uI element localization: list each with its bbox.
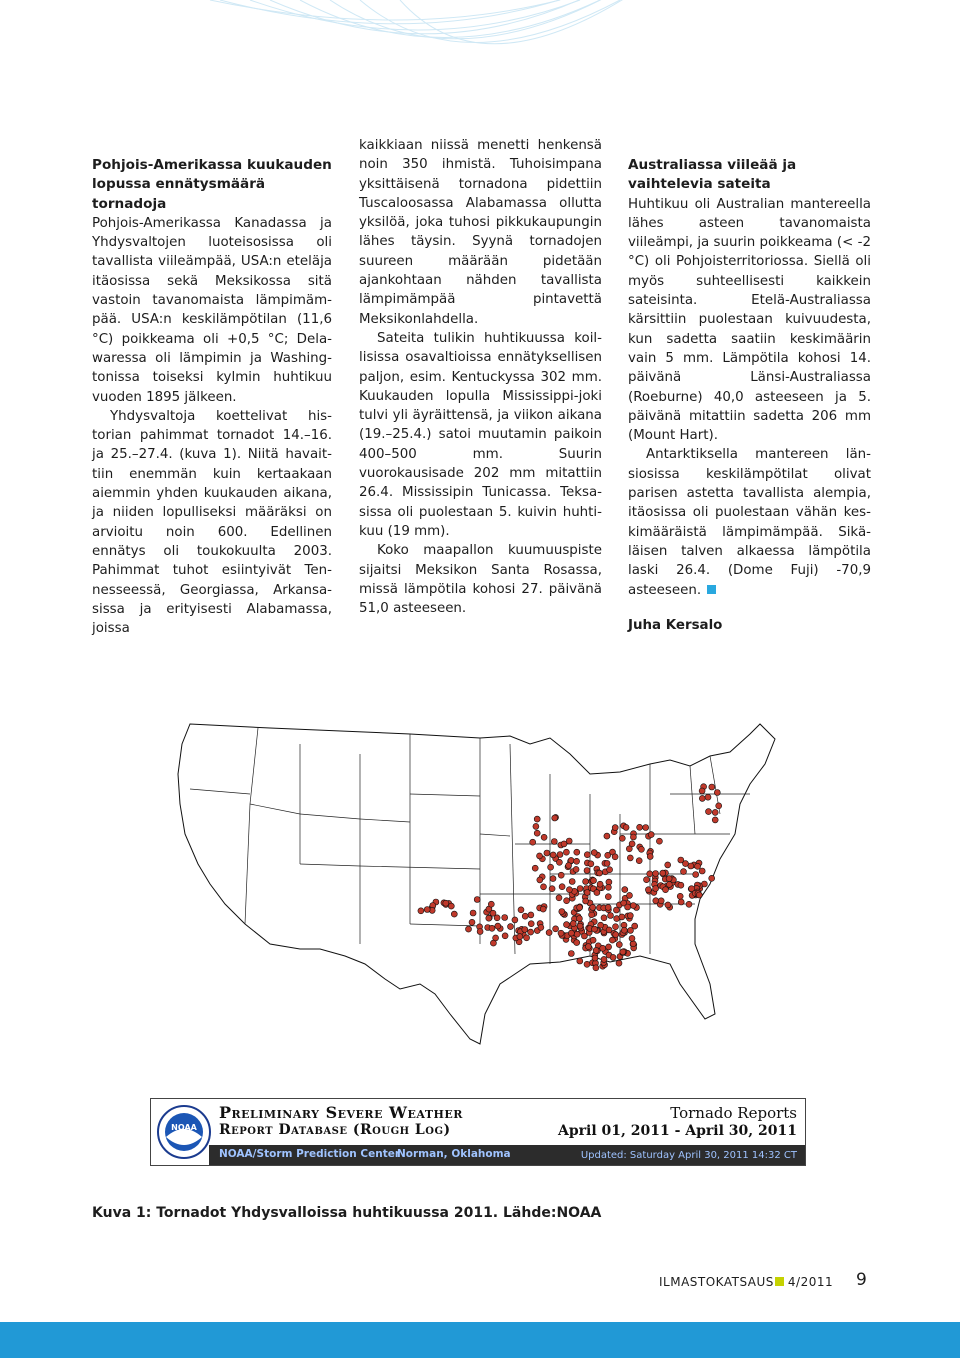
tornado-report-dot (537, 877, 543, 883)
tornado-report-dot (489, 925, 495, 931)
tornado-report-dot (594, 890, 600, 896)
tornado-report-dot (592, 926, 598, 932)
tornado-report-dot (699, 868, 705, 874)
tornado-map-figure (150, 694, 806, 1174)
article-column-1 (92, 156, 332, 638)
tornado-report-dot (630, 834, 636, 840)
tornado-report-dot (549, 886, 555, 892)
tornado-report-dot (488, 901, 494, 907)
tornado-report-dot (647, 854, 653, 860)
tornado-report-dot (613, 924, 619, 930)
tornado-report-dot (534, 830, 540, 836)
tornado-report-dot (612, 825, 618, 831)
tornado-report-dot (584, 961, 590, 967)
tornado-report-dot (550, 876, 556, 882)
paragraph: Yhdysvaltoja koettelivat historian pahimmat tornadot 14.–16. ja 25.–27.4. (kuva 1). Niitä havaittiin enemmän kuin kertaakaan aiemmin yhden kuukauden aikana, ja niiden lopulliseksi määräksi on arvioitu noin 600. Edellinen ennätys oli toukokuulta 2003. Pahimmat tuhot esiintyivät Tennesseessä, Georgiassa, Arkansasissa ja erityisesti Alabamassa, joissa (92, 408, 332, 637)
tornado-report-dot (574, 849, 580, 855)
paragraph (628, 445, 871, 599)
tornado-report-dot (608, 913, 614, 919)
tornado-report-dot (490, 940, 496, 946)
tornado-report-dot (477, 929, 483, 935)
tornado-report-dot (589, 912, 595, 918)
tornado-report-dot (553, 926, 559, 932)
tornado-report-dot (597, 881, 603, 887)
tornado-report-dot (577, 886, 583, 892)
tornado-report-dot (512, 917, 518, 923)
banner-title-2: Report Database (Rough Log) (219, 1122, 451, 1138)
tornado-report-dot (678, 882, 684, 888)
banner-subtitle-norman: Norman, Oklahoma (397, 1148, 511, 1160)
tornado-report-dot (621, 927, 627, 933)
tornado-report-dot (502, 915, 508, 921)
tornado-report-dot (533, 823, 539, 829)
tornado-report-dot (544, 850, 550, 856)
tornado-report-dot (568, 930, 574, 936)
tornado-report-dot (644, 877, 650, 883)
tornado-report-dot (574, 931, 580, 937)
tornado-report-dot (548, 864, 554, 870)
page-footer (659, 1275, 833, 1289)
tornado-report-dot (681, 869, 687, 875)
noaa-logo-icon (157, 1103, 211, 1161)
tornado-report-dot (466, 926, 472, 932)
tornado-report-dot (604, 833, 610, 839)
tornado-report-dot (712, 809, 718, 815)
tornado-report-dot (616, 942, 622, 948)
tornado-report-dot (486, 915, 492, 921)
tornado-report-dot (538, 924, 544, 930)
section-heading-australia: Australiassa viileää ja vaihtelevia sateita (628, 157, 797, 193)
tornado-report-dot (530, 839, 536, 845)
tornado-report-dot (643, 825, 649, 831)
tornado-report-dot (660, 870, 666, 876)
tornado-report-dot (706, 809, 712, 815)
tornado-report-dot (448, 903, 454, 909)
tornado-report-dot (563, 849, 569, 855)
tornado-report-dot (550, 852, 556, 858)
tornado-report-dot (558, 930, 564, 936)
issue-number: 4/2011 (787, 1275, 834, 1289)
tornado-report-dot (585, 944, 591, 950)
article-column-2 (359, 136, 602, 618)
tornado-report-dot (645, 887, 651, 893)
decorative-wave-lines (0, 0, 960, 140)
tornado-report-dot (616, 960, 622, 966)
paragraph: Pohjois-Amerikassa Kanadassa ja Yhdysvaltojen luoteisosissa oli tavallista viileämpää, USA:n eteläja itäosissa sekä Meksikossa sitä vastoin tavanomaista lämpimämpää. USA:n keskilämpötilan (11,6 °C) poikkeama oli +0,5 °C; Delawaressa oli lämpimin ja Washingtonissa toiseksi kylmin huhtikuu vuoden 1895 jälkeen. (92, 215, 332, 405)
tornado-report-dot (577, 923, 583, 929)
tornado-report-dot (638, 846, 644, 852)
paragraph: Sateita tulikin huhtikuussa koillisissa osavaltioissa ennätyksellisen paljon, esim. Kentuckyssa 302 mm. Kuukauden lopulla Mississippi-joki tulvi yli äyräittensä, ja viikon aikana (19.–25.4.) satoi muutamin paikoin 400–500 mm. Suurin vuorokausisade 202 mm mitattiin 26.4. Mississipin Tunicassa. Teksasissa oli puolestaan 5. kuivin huhtikuu (19 mm). (359, 330, 602, 539)
tornado-report-dot (605, 894, 611, 900)
tornado-report-dot (552, 815, 558, 821)
tornado-report-dot (502, 933, 508, 939)
banner-subtitle-spc: NOAA/Storm Prediction Center (219, 1148, 401, 1160)
tornado-report-dot (424, 907, 430, 913)
tornado-report-dot (653, 871, 659, 877)
tornado-report-dot (528, 929, 534, 935)
tornado-report-dot (592, 955, 598, 961)
tornado-report-dot (566, 887, 572, 893)
tornado-report-dot (564, 898, 570, 904)
tornado-report-dot (541, 884, 547, 890)
tornado-report-dot (581, 933, 587, 939)
tornado-report-dot (524, 935, 530, 941)
article-column-3 (628, 156, 871, 635)
tornado-report-dot (629, 935, 635, 941)
tornado-report-dot (709, 875, 715, 881)
banner-title-1: Preliminary Severe Weather (219, 1103, 463, 1122)
tornado-report-dot (712, 817, 718, 823)
tornado-report-dot (508, 924, 514, 930)
tornado-report-dot (540, 906, 546, 912)
section-heading-north-america: Pohjois-Amerikassa kuukauden lopussa ennätysmäärä tornadoja (92, 157, 332, 212)
tornado-report-dot (559, 909, 565, 915)
tornado-report-dot (583, 898, 589, 904)
tornado-report-dot (469, 919, 475, 925)
tornado-report-dot (714, 790, 720, 796)
tornado-report-dot (557, 852, 563, 858)
tornado-report-dot (593, 965, 599, 971)
tornado-report-dot (627, 855, 633, 861)
tornado-report-dot (528, 921, 534, 927)
tornado-report-dot (612, 854, 618, 860)
tornado-report-dot (677, 893, 683, 899)
figure-caption: Kuva 1: Tornadot Yhdysvalloissa huhtikuussa 2011. Lähde:NOAA (92, 1205, 602, 1221)
tornado-report-dot (665, 902, 671, 908)
tornado-report-dot (474, 897, 480, 903)
tornado-report-dot (699, 788, 705, 794)
tornado-report-dot (590, 904, 596, 910)
tornado-report-dot (597, 870, 603, 876)
tornado-report-dot (693, 872, 699, 878)
tornado-report-dot (546, 930, 552, 936)
tornado-report-dot (570, 921, 576, 927)
tornado-report-dot (532, 865, 538, 871)
tornado-report-dot (490, 910, 496, 916)
tornado-report-dot (686, 901, 692, 907)
tornado-report-dot (577, 958, 583, 964)
tornado-report-dot (593, 947, 599, 953)
tornado-report-dot (625, 904, 631, 910)
tornado-report-dot (606, 944, 612, 950)
tornado-report-dot (636, 858, 642, 864)
tornado-report-dot (609, 937, 615, 943)
tornado-report-dot (604, 860, 610, 866)
tornado-report-dot (605, 884, 611, 890)
tornado-report-dot (443, 900, 449, 906)
tornado-report-dot (648, 832, 654, 838)
tornado-report-dot (601, 956, 607, 962)
tornado-report-dot (623, 824, 629, 830)
tornado-report-dot (647, 871, 653, 877)
tornado-report-dot (584, 852, 590, 858)
tornado-report-dot (628, 927, 634, 933)
magazine-name: ILMASTOKATSAUS (659, 1275, 774, 1289)
tornado-report-dot (577, 905, 583, 911)
tornado-report-dot (558, 872, 564, 878)
tornado-report-dot (522, 913, 528, 919)
tornado-report-dot (522, 927, 528, 933)
tornado-report-dot (418, 908, 424, 914)
bottom-color-bar (0, 1322, 960, 1358)
tornado-report-dot (601, 915, 607, 921)
paragraph: kaikkiaan niissä menetti henkensä noin 350 ihmistä. Tuhoisimpana yksittäisenä tornadona pidettiin Tuscaloosassa Alabamassa ollutta yksilöä, joka tuhosi pikkukaupungin lähes täysin. Syynä tornadojen suureen määrään pidetään ajankohtaan nähden tavallista lämpimämpää pintavettä Meksikonlahdella. (359, 138, 602, 327)
tornado-report-dot (518, 907, 524, 913)
paragraph-text: Antarktiksella mantereen länsiosissa keskilämpötilat olivat parisen astetta tavallista alempia, itäosissa oli puolestaan vähän keskimääräistä lämpimämpää. Sikäläisen talven alkaessa lämpötila laski 26.4. (Dome Fuji) -70,9 asteeseen. (628, 447, 871, 598)
tornado-report-dot (605, 852, 611, 858)
tornado-report-dot (556, 859, 562, 865)
tornado-report-dot (695, 863, 701, 869)
banner-date-range: April 01, 2011 - April 30, 2011 (557, 1123, 797, 1139)
tornado-report-dot (600, 945, 606, 951)
banner-updated: Updated: Saturday April 30, 2011 14:32 CT (580, 1150, 797, 1161)
tornado-report-dot (564, 922, 570, 928)
tornado-report-dot (705, 794, 711, 800)
tornado-report-dot (630, 941, 636, 947)
tornado-report-dot (683, 861, 689, 867)
tornado-report-dot (656, 838, 662, 844)
paragraph: Koko maapallon kuumuuspiste sijaitsi Meksikon Santa Rosassa, missä lämpötila kohosi 27. päivänä 51,0 asteeseen. (359, 543, 602, 617)
tornado-report-dot (541, 834, 547, 840)
tornado-report-dot (534, 816, 540, 822)
tornado-report-dot (709, 784, 715, 790)
tornado-report-dot (605, 904, 611, 910)
tornado-report-dot (666, 876, 672, 882)
tornado-report-dot (470, 910, 476, 916)
tornado-report-dot (610, 954, 616, 960)
tornado-report-dot (566, 863, 572, 869)
tornado-report-dot (569, 879, 575, 885)
tornado-report-dot (576, 916, 582, 922)
tornado-report-dot (619, 835, 625, 841)
tornado-report-dot (607, 867, 613, 873)
tornado-report-dot (584, 868, 590, 874)
tornado-report-dot (591, 850, 597, 856)
banner-tornado-reports: Tornado Reports (670, 1104, 797, 1122)
tornado-report-dot (556, 895, 562, 901)
tornado-report-dot (663, 887, 669, 893)
tornado-report-dot (627, 913, 633, 919)
tornado-report-dot (528, 912, 534, 918)
tornado-report-dot (699, 795, 705, 801)
noaa-banner (150, 1098, 806, 1166)
tornado-report-dot (561, 841, 567, 847)
tornado-report-dot (573, 866, 579, 872)
tornado-report-dot (626, 846, 632, 852)
tornado-report-dot (591, 878, 597, 884)
paragraph: Huhtikuu oli Australian mantereella lähes asteen tavanomaista viileämpi, ja suurin poikkeama (< -2 °C) oli Pohjoisterritoriossa. Siellä oli myös suhteellisesti kaikkein sateisinta. Etelä-Australiassa kärsittiin puolestaan kuivuudesta, kun sadetta saatiin keskimäärin vain 5 mm. Lämpötila kohosi 14. päivänä Länsi-Australiassa (Roeburne) 40,0 asteeseen ja 5. päivänä mitattiin sadetta 206 mm (Mount Hart). (628, 196, 871, 444)
tornado-report-dot (665, 862, 671, 868)
tornado-report-dot (588, 861, 594, 867)
noaa-logo-text: NOAA (171, 1123, 197, 1132)
tornado-report-dot (658, 898, 664, 904)
tornado-report-dot (584, 890, 590, 896)
tornado-report-dot (637, 824, 643, 830)
author: Juha Kersalo (628, 617, 723, 633)
end-square-icon (707, 585, 716, 594)
tornado-report-dot (627, 892, 633, 898)
tornado-report-dot (537, 853, 543, 859)
tornado-report-dot (583, 879, 589, 885)
tornado-report-dot (451, 911, 457, 917)
tornado-report-dot (696, 892, 702, 898)
usa-outline (178, 724, 775, 1044)
tornado-report-dot (622, 887, 628, 893)
tornado-report-dot (619, 914, 625, 920)
tornado-report-dot (590, 937, 596, 943)
tornado-report-dot (678, 899, 684, 905)
tornado-report-dot (517, 934, 523, 940)
tornado-report-dot (630, 903, 636, 909)
tornado-report-dot (568, 951, 574, 957)
tornado-report-dot (574, 940, 580, 946)
tornado-report-dot (716, 803, 722, 809)
tornado-report-dot (620, 949, 626, 955)
tornado-report-dot (613, 932, 619, 938)
tornado-report-dot (574, 858, 580, 864)
tornado-report-dot (653, 886, 659, 892)
footer-square-icon (775, 1277, 784, 1286)
us-tornado-map (150, 694, 806, 1098)
tornado-report-dot (551, 839, 557, 845)
page-number: 9 (856, 1270, 867, 1290)
tornado-report-dot (495, 923, 501, 929)
tornado-report-dot (559, 884, 565, 890)
